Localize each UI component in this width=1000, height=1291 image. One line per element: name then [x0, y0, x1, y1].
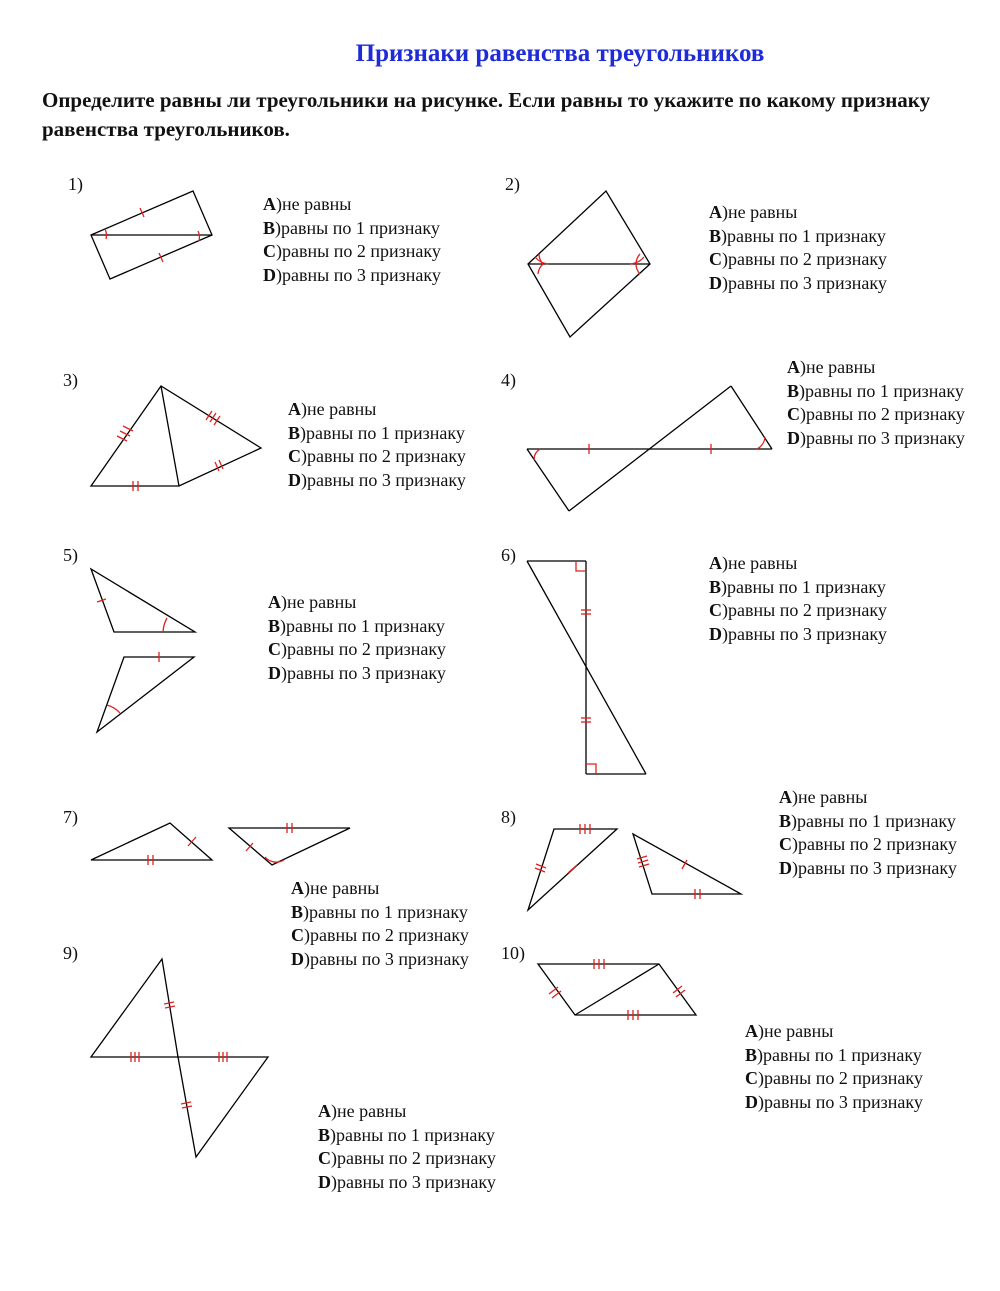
- figure-9: [91, 959, 268, 1157]
- option-c[interactable]: C)равны по 2 признаку: [709, 249, 887, 269]
- problem-6-number: 6): [501, 545, 516, 565]
- option-b[interactable]: B)равны по 1 признаку: [263, 217, 440, 238]
- option-a[interactable]: A)не равны: [318, 1101, 407, 1121]
- option-d[interactable]: D)равны по 3 признаку: [787, 427, 965, 448]
- option-c[interactable]: C)равны по 2 признаку: [318, 1148, 496, 1168]
- option-a[interactable]: A)не равны: [288, 399, 377, 419]
- option-a[interactable]: A)не равны: [745, 1021, 834, 1041]
- option-c[interactable]: C)равны по 2 признаку: [263, 241, 441, 261]
- problem-9-number: 9): [63, 943, 78, 963]
- option-c[interactable]: C)равны по 2 признаку: [288, 446, 466, 466]
- problem-10-number: 10): [501, 943, 525, 963]
- option-d[interactable]: D)равны по 3 признаку: [709, 272, 887, 293]
- option-d[interactable]: D)равны по 3 признаку: [263, 264, 441, 285]
- option-a[interactable]: A)не равны: [268, 592, 357, 612]
- figure-8: [528, 824, 741, 910]
- option-b[interactable]: B)равны по 1 признаку: [268, 615, 445, 636]
- problem-7-number: 7): [63, 807, 78, 827]
- instructions: Определите равны ли треугольники на рисунке. Если равны то укажите по какому признаку равенства треугольников.: [42, 88, 931, 141]
- option-a[interactable]: A)не равны: [709, 553, 798, 573]
- option-b[interactable]: B)равны по 1 признаку: [787, 380, 964, 401]
- option-c[interactable]: C)равны по 2 признаку: [268, 639, 446, 659]
- option-a[interactable]: A)не равны: [263, 194, 352, 214]
- option-a[interactable]: A)не равны: [291, 878, 380, 898]
- option-c[interactable]: C)равны по 2 признаку: [779, 834, 957, 854]
- option-d[interactable]: D)равны по 3 признаку: [318, 1171, 496, 1192]
- figure-5: [91, 569, 195, 732]
- option-d[interactable]: D)равны по 3 признаку: [779, 857, 957, 878]
- figure-4: [527, 386, 772, 511]
- option-b[interactable]: B)равны по 1 признаку: [318, 1124, 495, 1145]
- option-a[interactable]: A)не равны: [787, 357, 876, 377]
- problem-8-number: 8): [501, 807, 516, 827]
- problem-1-number: 1): [68, 174, 83, 194]
- problem-2-number: 2): [505, 174, 520, 194]
- option-d[interactable]: D)равны по 3 признаку: [291, 948, 469, 969]
- figure-10: [538, 959, 696, 1020]
- page-title: Признаки равенства треугольников: [355, 40, 765, 67]
- option-d[interactable]: D)равны по 3 признаку: [268, 662, 446, 683]
- option-d[interactable]: D)равны по 3 признаку: [288, 469, 466, 490]
- option-b[interactable]: B)равны по 1 признаку: [709, 225, 886, 246]
- problem-3-number: 3): [63, 370, 78, 390]
- figure-2: [528, 191, 650, 337]
- option-c[interactable]: C)равны по 2 признаку: [787, 404, 965, 424]
- option-c[interactable]: C)равны по 2 признаку: [291, 925, 469, 945]
- problem-5-number: 5): [63, 545, 78, 565]
- problem-4-number: 4): [501, 370, 516, 390]
- option-d[interactable]: D)равны по 3 признаку: [745, 1091, 923, 1112]
- figure-7: [91, 823, 350, 865]
- option-b[interactable]: B)равны по 1 признаку: [291, 901, 468, 922]
- option-b[interactable]: B)равны по 1 признаку: [709, 576, 886, 597]
- figure-3: [91, 386, 261, 491]
- figure-1: [91, 191, 212, 279]
- option-a[interactable]: A)не равны: [709, 202, 798, 222]
- figure-6: [527, 561, 646, 774]
- option-b[interactable]: B)равны по 1 признаку: [779, 810, 956, 831]
- option-b[interactable]: B)равны по 1 признаку: [745, 1044, 922, 1065]
- option-c[interactable]: C)равны по 2 признаку: [709, 600, 887, 620]
- option-c[interactable]: C)равны по 2 признаку: [745, 1068, 923, 1088]
- option-d[interactable]: D)равны по 3 признаку: [709, 623, 887, 644]
- option-a[interactable]: A)не равны: [779, 787, 868, 807]
- option-b[interactable]: B)равны по 1 признаку: [288, 422, 465, 443]
